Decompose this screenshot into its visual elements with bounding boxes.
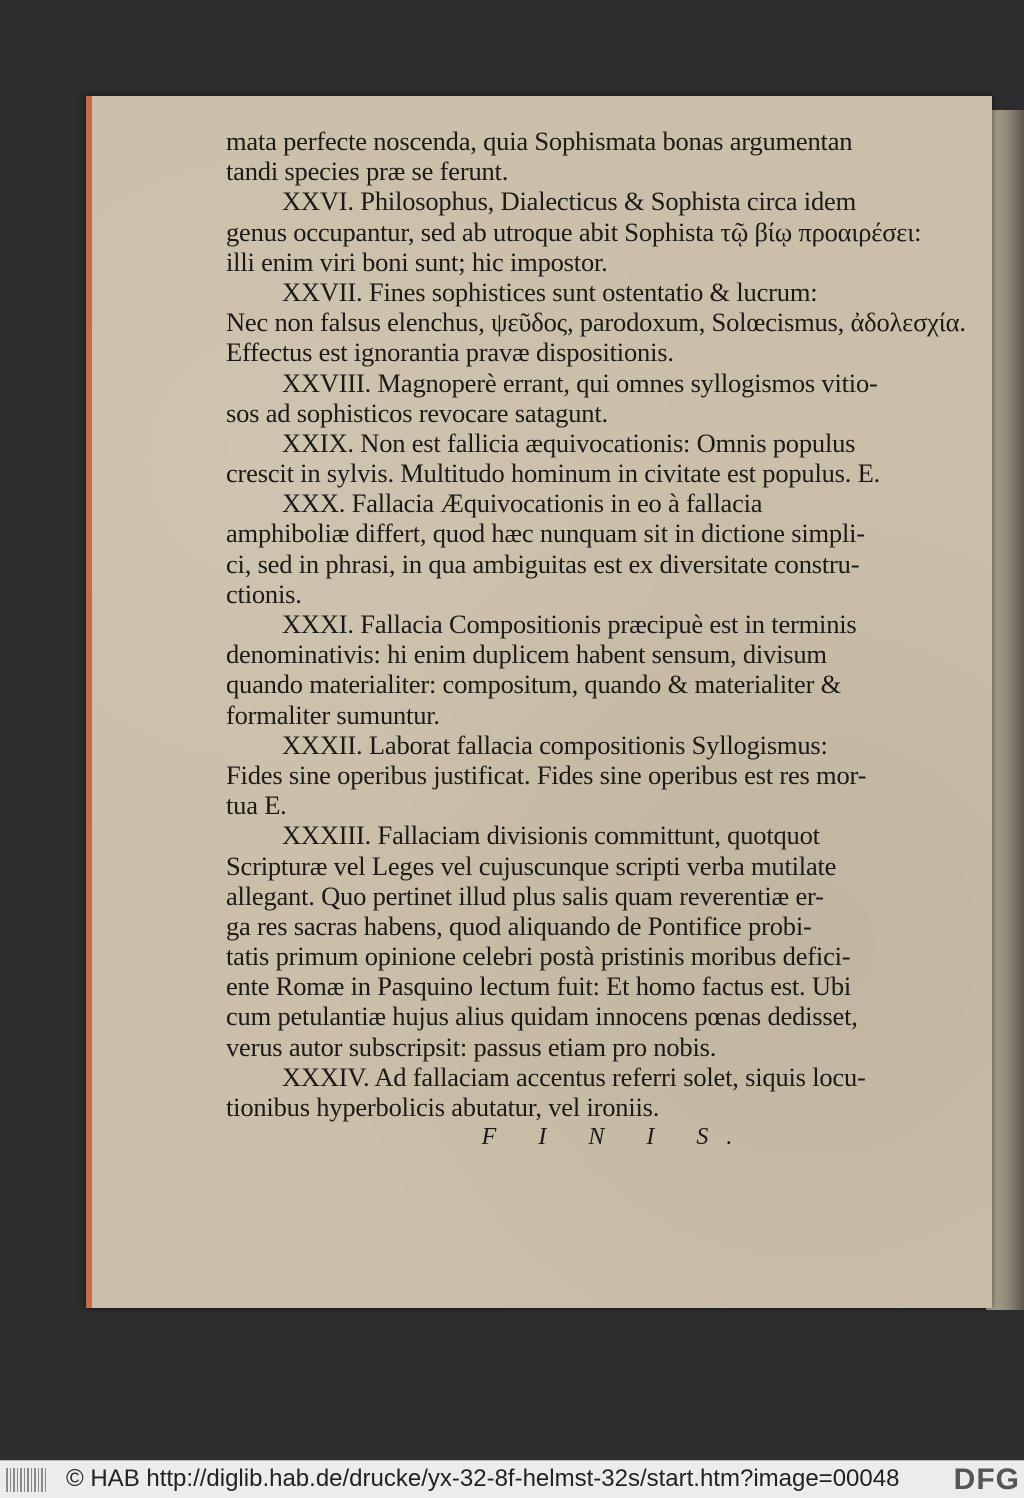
text-line: ci, sed in phrasi, in qua ambiguitas est ex diversitate constru- <box>226 548 860 579</box>
footer-bar <box>0 1460 1024 1498</box>
text-line: ente Romæ in Pasquino lectum fuit: Et homo factus est. Ubi <box>226 971 852 1002</box>
book-page <box>86 96 992 1308</box>
text-line: tua E. <box>226 790 287 821</box>
copyright-text[interactable]: © HAB http://diglib.hab.de/drucke/yx-32-8f-helmst-32s/start.htm?image=00048 <box>66 1465 900 1492</box>
text-line: XXVIII. Magnoperè errant, qui omnes syllogismos vitio- <box>282 367 878 398</box>
text-line: Fides sine operibus justificat. Fides sine operibus est res mor- <box>226 759 867 790</box>
text-line: formaliter sumuntur. <box>226 699 440 730</box>
text-line: denominativis: hi enim duplicem habent sensum, divisum <box>226 639 827 670</box>
text-line: Scripturæ vel Leges vel cujuscunque scripti verba mutilate <box>226 850 837 881</box>
text-line: ga res sacras habens, quod aliquando de Pontifice probi- <box>226 910 812 941</box>
text-line: tionibus hyperbolicis abutatur, vel ironiis. <box>226 1092 660 1122</box>
text-line: illi enim viri boni sunt; hic impostor. <box>226 246 608 277</box>
text-line: XXXI. Fallacia Compositionis præcipuè est in terminis <box>282 609 857 639</box>
text-line: XXXIV. Ad fallaciam accentus referri solet, siquis locu- <box>282 1061 866 1092</box>
text-line: verus autor subscripsit: passus etiam pro nobis. <box>226 1031 717 1062</box>
text-line: XXX. Fallacia Æquivocationis in eo à fallacia <box>282 488 763 519</box>
finis-line: F I N I S. <box>481 1124 751 1151</box>
text-line: tandi species præ se ferunt. <box>226 156 509 187</box>
text-line: genus occupantur, sed ab utroque abit Sophista τῷ βίῳ προαιρέσει: <box>226 216 922 247</box>
text-line: Nec non falsus elenchus, ψεῦδος, parodoxum, Solœcismus, ἀδολεσχία. <box>226 307 966 338</box>
text-line: XXXIII. Fallaciam divisionis committunt, quotquot <box>282 820 820 851</box>
text-line: cum petulantiæ hujus alius quidam innocens pœnas dedisset, <box>226 1001 858 1032</box>
text-line: mata perfecte noscenda, quia Sophismata bonas argumentan <box>226 126 853 156</box>
text-line: XXVI. Philosophus, Dialecticus & Sophista circa idem <box>282 186 856 217</box>
text-line: sos ad sophisticos revocare satagunt. <box>226 397 608 428</box>
text-line: XXVII. Fines sophistices sunt ostentatio & lucrum: <box>282 276 818 307</box>
text-line: tatis primum opinione celebri postà pristinis moribus defici- <box>226 941 851 972</box>
barcode-icon <box>6 1468 46 1492</box>
text-line: XXIX. Non est fallicia æquivocationis: Omnis populus <box>282 427 856 458</box>
text-line: XXXII. Laborat fallacia compositionis Syllogismus: <box>282 729 828 760</box>
text-line: amphiboliæ differt, quod hæc nunquam sit in dictione simpli- <box>226 518 865 549</box>
text-line: crescit in sylvis. Multitudo hominum in civitate est populus. E. <box>226 458 881 489</box>
text-line: quando materialiter: compositum, quando & materialiter & <box>226 669 842 700</box>
text-line: Effectus est ignorantia pravæ dispositionis. <box>226 337 674 368</box>
dfg-logo: DFG <box>953 1463 1020 1496</box>
text-line: ctionis. <box>226 578 302 609</box>
page-text <box>226 126 966 1152</box>
text-line: allegant. Quo pertinet illud plus salis quam reverentiæ er- <box>226 880 824 911</box>
